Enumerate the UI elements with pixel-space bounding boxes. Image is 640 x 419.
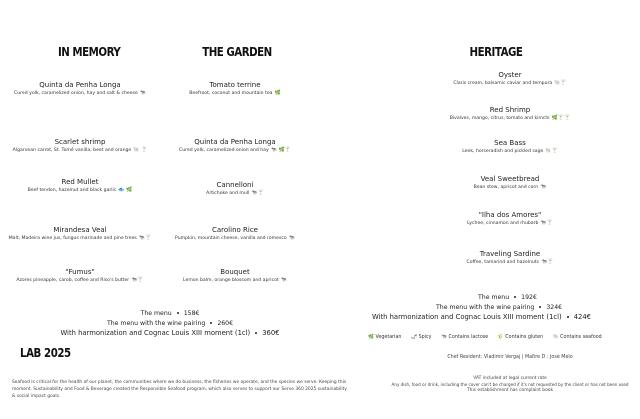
- allergen-icons: 🐄: [540, 184, 547, 190]
- section-title-memory: IN MEMORY: [57, 44, 121, 59]
- allergen-icons: 🐄: [288, 235, 295, 241]
- dish-garden-1: [160, 81, 310, 97]
- dish-desc: Lemon balm, orange blossom and apricot 🐄: [183, 277, 287, 283]
- dish-desc: Leek, horseradish and pickled sage 🐚🍸: [462, 148, 558, 154]
- dish-name: Bouquet: [220, 268, 250, 276]
- price-memory-cognac: With harmonization and Cognac Louis XIII moment (1cl) 360€: [60, 329, 280, 337]
- dish-garden-2: [160, 138, 310, 154]
- allergen-icons: 🐄🍸: [540, 220, 553, 226]
- dish-heritage-6: [400, 250, 620, 266]
- dish-name: Quinta da Penha Longa: [39, 81, 121, 89]
- allergen-icons: 🐚 🍸: [133, 147, 148, 153]
- dish-desc: Algarvean carrot, St. Tomé vanilla, beet and orange 🐚 🍸: [12, 147, 148, 153]
- dish-name: "Ilha dos Amores": [478, 211, 542, 219]
- price-heritage-cognac: With harmonization and Cognac Louis XIII moment (1cl) 424€: [372, 313, 592, 321]
- dish-memory-4: [0, 226, 160, 242]
- dish-name: Red Mullet: [61, 178, 99, 186]
- dish-garden-5: [160, 268, 310, 284]
- dish-name: Red Shrimp: [489, 106, 531, 114]
- dish-name: Cannelloni: [216, 181, 254, 189]
- dish-desc: Cured yolk, caramelized onion and hay 🐄 🌿🍸: [178, 147, 292, 153]
- dish-heritage-4: [400, 175, 620, 191]
- allergen-icons: 🌿🍸🍸: [551, 115, 571, 121]
- allergen-icons: 🐚🍸: [545, 148, 558, 154]
- legend-vegetarian: 🌿 Vegetarian: [368, 335, 402, 340]
- dish-desc: Beefroot, coconut and mountain tea 🌿: [189, 90, 281, 96]
- lab-logo: LAB 2025: [20, 346, 71, 360]
- price-heritage-menu: The menu 192€: [478, 294, 537, 301]
- dish-name: Traveling Sardine: [479, 250, 541, 258]
- legend-spicy: 🌶 Spicy: [411, 335, 432, 340]
- dish-name: Quinta da Penha Longa: [194, 138, 276, 146]
- allergen-icons: 🐚🍸: [554, 80, 567, 86]
- section-title-heritage: HERITAGE: [469, 44, 523, 59]
- dish-name: Scarlet shrimp: [54, 138, 106, 146]
- dish-desc: Artichoke and mull 🐄🍸: [206, 190, 264, 196]
- dish-desc: Pumpkin, mountain cheese, vanilla and romesco 🐄: [175, 235, 295, 241]
- allergen-legend: [368, 335, 610, 340]
- footer-line-3: This establishment has complaint book: [467, 388, 553, 393]
- dish-heritage-2: [400, 106, 620, 122]
- sustainability-line-3: & social impact goals.: [12, 394, 61, 399]
- dish-name: Veal Sweetbread: [480, 175, 540, 183]
- footer-line-2: Any dish, food or drink, including the cover can't be charged if it's not requested by the client or has not been used: [391, 382, 629, 387]
- allergen-icons: 🐄🍸: [251, 190, 264, 196]
- dish-desc: Beef tendon, hazelnut and black garlic 🐟 🌿: [27, 187, 133, 193]
- dish-desc: Bivalves, mango, citrus, tomato and kimchi 🌿🍸🍸: [449, 115, 571, 121]
- legend-seafood: 🐚 Contains seafood: [552, 335, 602, 340]
- allergen-icons: 🐄🍸: [541, 259, 554, 265]
- section-title-garden: THE GARDEN: [202, 44, 272, 59]
- dish-garden-4: [160, 226, 310, 242]
- dish-name: Mirandesa Veal: [53, 226, 107, 234]
- sustainability-line-1: Seafood is critical for the health of our planet, the communities where we do business, the fisheries we operate, and the species we serve. Keeping this: [12, 380, 347, 385]
- dish-desc: Cured yolk, caramelized onion, hay and salt & cheese 🐄: [14, 90, 146, 96]
- dish-desc: Bean stew, apricot and corn 🐄: [473, 184, 547, 190]
- dish-heritage-3: [400, 139, 620, 155]
- dish-desc: Coffee, tamarind and hazelnuts 🐄🍸: [466, 259, 554, 265]
- dish-memory-5: [0, 268, 160, 284]
- allergen-icons: 🐄🍸: [138, 235, 152, 241]
- footer-line-1: VAT included at legal current rate: [473, 376, 547, 381]
- dish-desc: Azores pineapple, carob, coffee and Riso's butter 🐄🍸: [16, 277, 144, 283]
- legend-gluten: 🌾 Contains gluten: [497, 335, 544, 340]
- allergen-icons: 🌿: [274, 90, 281, 96]
- dish-memory-3: [0, 178, 160, 194]
- dish-desc: Malt, Madeira wine jus, fungus marinade and pine trees 🐄🍸: [8, 235, 152, 241]
- dish-heritage-5: [400, 211, 620, 227]
- legend-lactose: 🐄 Contains lactose: [441, 335, 489, 340]
- allergen-icons: 🐄: [139, 90, 146, 96]
- price-memory-wine: The menu with the wine pairing 260€: [106, 320, 234, 327]
- dish-desc: Lychee, cinnamon and rhubarb 🐄🍸: [467, 220, 553, 226]
- allergen-icons: 🐄: [280, 277, 287, 283]
- dish-memory-1: [0, 81, 160, 97]
- dish-name: "Fumus": [65, 268, 95, 276]
- chef-credits: Chef Resident: Vladimir Vergaj | Maître D : José Melo: [447, 355, 573, 360]
- allergen-icons: 🐟 🌿: [118, 187, 133, 193]
- price-memory-menu: The menu 158€: [140, 310, 200, 317]
- dish-desc: Claris cream, balsamic caviar and tempura 🐚🍸: [453, 80, 567, 86]
- price-heritage-wine: The menu with the wine pairing 324€: [436, 304, 563, 311]
- dish-name: Tomato terrine: [209, 81, 261, 89]
- allergen-icons: 🐄🍸: [131, 277, 144, 283]
- dish-name: Oyster: [498, 71, 522, 79]
- dish-name: Carolino Rice: [212, 226, 258, 234]
- dish-name: Sea Bass: [494, 139, 526, 147]
- allergen-icons: 🐄 🌿🍸: [270, 147, 292, 153]
- dish-heritage-1: [400, 71, 620, 87]
- sustainability-line-2: moment. Sustainability and Food & Beverage created the Responsible Seafood program, which also serves to support our Serve 360 2025 sustainability: [12, 387, 347, 392]
- dish-memory-2: [0, 138, 160, 154]
- dish-garden-3: [160, 181, 310, 197]
